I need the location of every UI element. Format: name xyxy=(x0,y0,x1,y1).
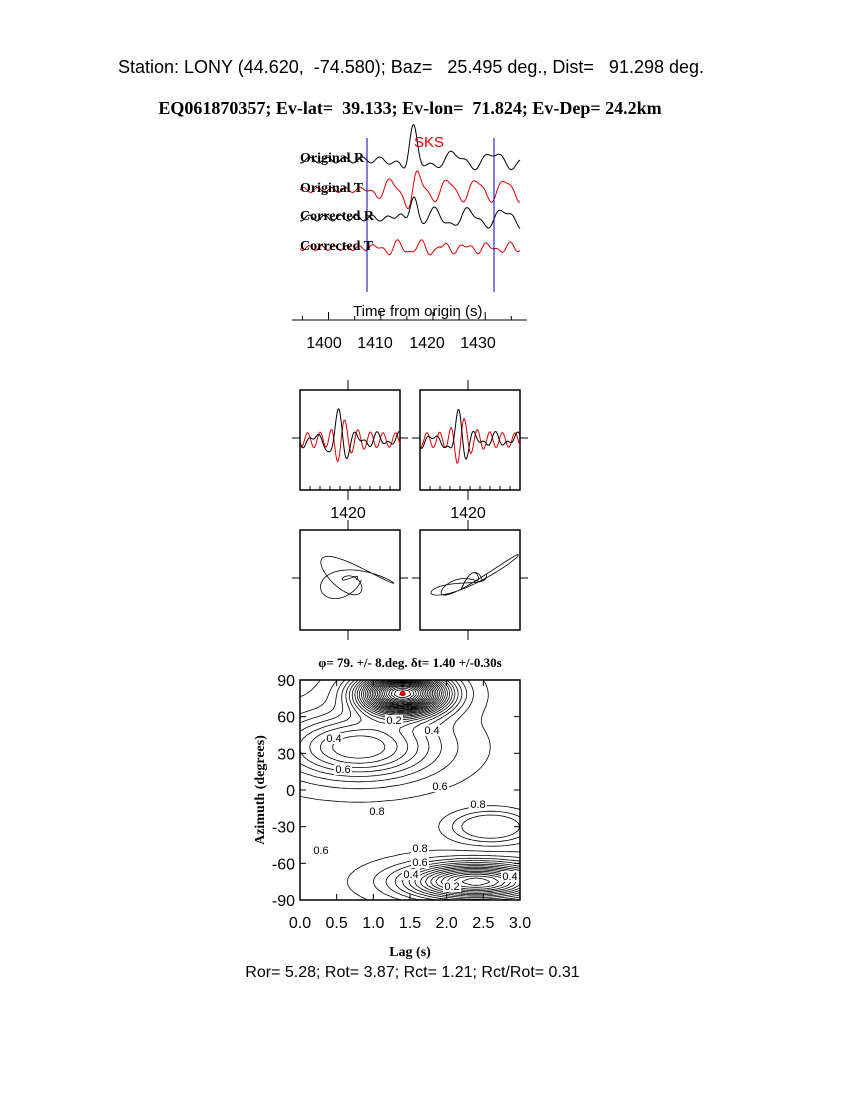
particle-motion-panel xyxy=(292,520,528,640)
event-header: EQ061870357; Ev-lat= 39.133; Ev-lon= 71.824; Ev-Dep= 24.2km xyxy=(158,98,662,118)
waveform-tick-left: 1420 xyxy=(330,505,366,522)
lag-tick-label: 0.5 xyxy=(325,915,348,932)
contour-label: 0.4 xyxy=(424,725,440,737)
azimuth-tick-label: 60 xyxy=(277,709,295,727)
particle-motion-right xyxy=(431,554,518,595)
contour-label: 0.2 xyxy=(386,715,402,727)
contour-label: 0.8 xyxy=(412,843,428,855)
lag-tick-label: 1.0 xyxy=(362,915,385,932)
contour-label: 0.8 xyxy=(470,799,486,811)
time-axis-label: Time from origin (s) xyxy=(353,303,483,320)
lag-tick-label: 3.0 xyxy=(508,915,532,932)
lag-axis-label: Lag (s) xyxy=(389,945,431,960)
particle-box-right xyxy=(420,530,520,630)
lag-tick-label: 2.0 xyxy=(435,915,458,932)
azimuth-tick-label: 90 xyxy=(277,673,295,690)
trace-label-original-r: Original R xyxy=(300,151,365,166)
contour-label: 0.4 xyxy=(502,871,518,883)
lag-tick-label: 0.0 xyxy=(288,915,312,932)
best-fit-marker xyxy=(400,691,406,697)
azimuth-tick-label: -90 xyxy=(271,893,295,910)
time-tick-1400: 1400 xyxy=(306,335,342,352)
contour-lines xyxy=(300,680,520,900)
azimuth-axis-label: Azimuth (degrees) xyxy=(253,735,268,845)
particle-motion-left xyxy=(321,556,394,598)
phase-label-sks: SKS xyxy=(414,134,445,151)
azimuth-tick-label: 0 xyxy=(286,783,295,800)
lag-tick-label: 1.5 xyxy=(398,915,422,932)
contour-label: 0.6 xyxy=(335,764,351,776)
station-header: Station: LONY (44.620, -74.580); Baz= 25.495 deg., Dist= 91.298 deg. xyxy=(117,57,705,77)
azimuth-tick-label: 30 xyxy=(277,746,295,764)
trace-label-corrected-t: Corrected T xyxy=(300,239,373,254)
seismogram-panel xyxy=(292,125,527,352)
windowed-waveforms-panel xyxy=(292,380,528,522)
energy-grid-panel xyxy=(253,655,531,960)
ratio-summary: Ror= 5.28; Rot= 3.87; Rct= 1.21; Rct/Rot= 0.31 xyxy=(245,964,580,981)
azimuth-tick-label: -30 xyxy=(271,819,295,837)
time-tick-1410: 1410 xyxy=(357,335,393,352)
contour-label: 0.6 xyxy=(313,845,329,857)
contour-label: 0.4 xyxy=(326,733,342,745)
contour-label: 0.2 xyxy=(444,881,460,893)
waveform-left-transverse xyxy=(300,420,400,461)
waveform-box-left xyxy=(300,390,400,490)
contour-label: 0.6 xyxy=(412,857,428,869)
contour-path xyxy=(300,680,520,900)
waveform-tick-right: 1420 xyxy=(450,505,486,522)
trace-label-original-t: Original T xyxy=(300,181,364,196)
contour-label: 0.8 xyxy=(369,806,385,818)
splitting-result-title: φ= 79. +/- 8.deg. δt= 1.40 +/-0.30s xyxy=(318,655,502,670)
contour-label: 0.6 xyxy=(432,781,448,793)
lag-tick-label: 2.5 xyxy=(472,915,495,932)
time-tick-1420: 1420 xyxy=(409,335,445,352)
time-tick-1430: 1430 xyxy=(460,335,496,352)
contour-label: 0.4 xyxy=(403,869,419,881)
azimuth-tick-label: -60 xyxy=(271,856,295,874)
trace-label-corrected-r: Corrected R xyxy=(300,209,374,224)
